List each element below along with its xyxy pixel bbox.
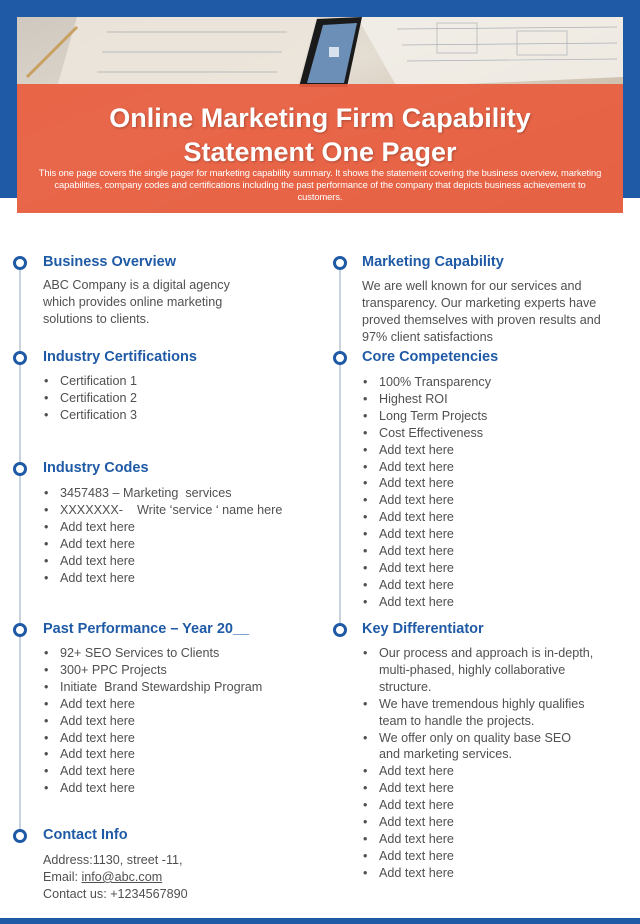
- list-item: • Initiate Brand Stewardship Program: [43, 679, 308, 696]
- list-item: • Certification 2: [43, 390, 303, 407]
- list-item: • Add text here: [43, 746, 308, 763]
- list-item: • Add text here: [43, 570, 308, 587]
- list-item: • Long Term Projects: [362, 408, 618, 425]
- right-timeline-line: [339, 263, 341, 630]
- list-item: • Certification 3: [43, 407, 303, 424]
- list-item: • Cost Effectiveness: [362, 425, 618, 442]
- list-item: • 92+ SEO Services to Clients: [43, 645, 308, 662]
- timeline-dot: [333, 623, 347, 637]
- list-item: • Highest ROI: [362, 391, 618, 408]
- list-item: • We offer only on quality base SEO and marketing services.: [362, 730, 594, 764]
- industry-codes-list: [43, 485, 308, 586]
- list-item: • Add text here: [362, 831, 594, 848]
- list-item: • Add text here: [362, 543, 618, 560]
- section-title-core-competencies: Core Competencies: [362, 349, 499, 365]
- core-competencies-list: [362, 374, 618, 611]
- industry-certifications-list: [43, 373, 303, 424]
- contact-email-row: [43, 869, 308, 886]
- list-item: • Add text here: [362, 780, 594, 797]
- key-differentiator-list: [362, 645, 594, 882]
- footer-bar: [0, 918, 640, 924]
- timeline-dot: [13, 462, 27, 476]
- section-title-business-overview: Business Overview: [43, 254, 176, 270]
- timeline-dot: [13, 829, 27, 843]
- list-item: • Add text here: [43, 696, 308, 713]
- list-item: • Add text here: [362, 442, 618, 459]
- timeline-dot: [13, 623, 27, 637]
- section-title-industry-codes: Industry Codes: [43, 460, 149, 476]
- past-performance-list: [43, 645, 308, 797]
- section-title-industry-certifications: Industry Certifications: [43, 349, 197, 365]
- list-item: • Certification 1: [43, 373, 303, 390]
- list-item: • XXXXXXX- Write ‘service ‘ name here: [43, 502, 308, 519]
- business-overview-text: ABC Company is a digital agency which provides online marketing solutions to clients.: [43, 278, 230, 326]
- left-timeline-line: [19, 263, 21, 837]
- contact-phone: Contact us: +1234567890: [43, 886, 188, 901]
- page-title: [17, 101, 623, 169]
- list-item: • 300+ PPC Projects: [43, 662, 308, 679]
- page-subtitle: This one page covers the single pager for marketing capability summary. It shows the statement covering the business overview, marketing capabilities, company codes and certifications including the past performance of the company that depicts business achievement to customers.: [38, 167, 602, 202]
- list-item: • Add text here: [362, 459, 618, 476]
- header-photo: [17, 17, 623, 213]
- section-title-past-performance: Past Performance – Year 20__: [43, 621, 250, 637]
- list-item: • Add text here: [43, 553, 308, 570]
- contact-email-link[interactable]: info@abc.com: [81, 869, 163, 884]
- list-item: • Add text here: [362, 577, 618, 594]
- contact-address: Address:1130, street -11,: [43, 853, 183, 867]
- timeline-dot: [333, 256, 347, 270]
- list-item: • 100% Transparency: [362, 374, 618, 391]
- list-item: • Add text here: [362, 594, 618, 611]
- list-item: • Our process and approach is in-depth, multi-phased, highly collaborative structure.: [362, 645, 594, 696]
- page-title-line-2: Statement One Pager: [183, 137, 457, 167]
- list-item: • Add text here: [362, 560, 618, 577]
- timeline-dot: [13, 351, 27, 365]
- page-title-line-1: Online Marketing Firm Capability: [109, 103, 531, 133]
- list-item: • Add text here: [43, 780, 308, 797]
- list-item: • Add text here: [362, 492, 618, 509]
- section-title-marketing-capability: Marketing Capability: [362, 254, 504, 270]
- list-item: • Add text here: [362, 509, 618, 526]
- list-item: • Add text here: [362, 848, 594, 865]
- list-item: • Add text here: [362, 763, 594, 780]
- section-title-key-differentiator: Key Differentiator: [362, 621, 484, 637]
- list-item: • Add text here: [43, 713, 308, 730]
- list-item: • We have tremendous highly qualifies team to handle the projects.: [362, 696, 594, 730]
- list-item: • Add text here: [43, 536, 308, 553]
- list-item: • Add text here: [362, 475, 618, 492]
- list-item: • Add text here: [362, 526, 618, 543]
- list-item: • Add text here: [43, 519, 308, 536]
- list-item: • Add text here: [43, 763, 308, 780]
- contact-email-label: Email:: [43, 869, 82, 884]
- marketing-capability-text: We are well known for our services and transparency. Our marketing experts have proved themselves with proven results and 97% client satisfactions: [362, 279, 601, 344]
- section-title-contact-info: Contact Info: [43, 827, 128, 843]
- list-item: • Add text here: [362, 797, 594, 814]
- list-item: • Add text here: [43, 730, 308, 747]
- list-item: • 3457483 – Marketing services: [43, 485, 308, 502]
- list-item: • Add text here: [362, 814, 594, 831]
- timeline-dot: [13, 256, 27, 270]
- list-item: • Add text here: [362, 865, 594, 882]
- contact-info-details: [43, 852, 308, 903]
- timeline-dot: [333, 351, 347, 365]
